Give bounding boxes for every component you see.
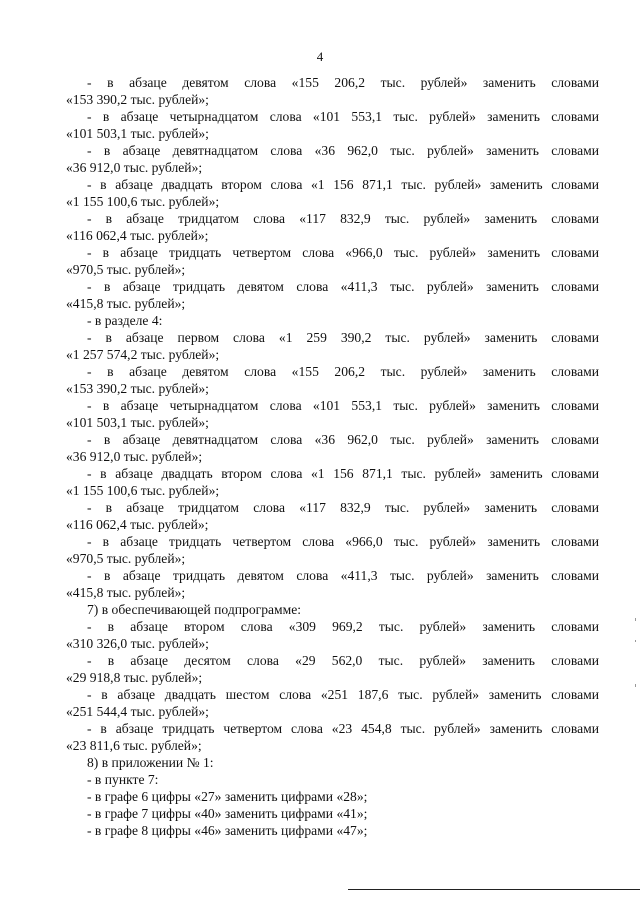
paragraph-line: - в абзаце тридцатом слова «117 832,9 тыс. рублей» заменить словами: [87, 211, 599, 226]
scan-edge-mark: [635, 684, 636, 687]
paragraph-continuation: «415,8 тыс. рублей»;: [66, 585, 186, 600]
paragraph-line: - в абзаце девятнадцатом слова «36 962,0 тыс. рублей» заменить словами: [87, 432, 599, 447]
paragraph-continuation: «251 544,4 тыс. рублей»;: [66, 704, 209, 719]
paragraph-line: 8) в приложении № 1:: [87, 755, 214, 770]
paragraph-line: - в абзаце десятом слова «29 562,0 тыс. рублей» заменить словами: [87, 653, 599, 668]
paragraph-line: - в разделе 4:: [87, 313, 163, 328]
paragraph-continuation: «1 155 100,6 тыс. рублей»;: [66, 483, 220, 498]
paragraph-line: - в абзаце тридцать четвертом слова «966,0 тыс. рублей» заменить словами: [87, 245, 599, 260]
paragraph-line: - в графе 7 цифры «40» заменить цифрами «41»;: [87, 806, 368, 821]
paragraph-continuation: «1 257 574,2 тыс. рублей»;: [66, 347, 220, 362]
paragraph-continuation: «970,5 тыс. рублей»;: [66, 262, 186, 277]
paragraph-continuation: «153 390,2 тыс. рублей»;: [66, 92, 209, 107]
paragraph-continuation: «1 155 100,6 тыс. рублей»;: [66, 194, 220, 209]
paragraph-continuation: «29 918,8 тыс. рублей»;: [66, 670, 203, 685]
paragraph-continuation: «101 503,1 тыс. рублей»;: [66, 415, 209, 430]
document-body: [66, 74, 599, 839]
paragraph-line: - в абзаце девятнадцатом слова «36 962,0 тыс. рублей» заменить словами: [87, 143, 599, 158]
paragraph-line: - в абзаце тридцатом слова «117 832,9 тыс. рублей» заменить словами: [87, 500, 599, 515]
paragraph-line: - в абзаце тридцать четвертом слова «966,0 тыс. рублей» заменить словами: [87, 534, 599, 549]
paragraph-line: - в графе 6 цифры «27» заменить цифрами «28»;: [87, 789, 368, 804]
paragraph-line: - в абзаце первом слова «1 259 390,2 тыс. рублей» заменить словами: [87, 330, 599, 345]
paragraph-line: - в абзаце втором слова «309 969,2 тыс. рублей» заменить словами: [87, 619, 599, 634]
paragraph-line: - в абзаце тридцать четвертом слова «23 454,8 тыс. рублей» заменить словами: [87, 721, 599, 736]
paragraph-line: - в абзаце тридцать девятом слова «411,3 тыс. рублей» заменить словами: [87, 568, 599, 583]
paragraph-line: - в абзаце двадцать втором слова «1 156 871,1 тыс. рублей» заменить словами: [87, 466, 599, 481]
paragraph-line: - в абзаце двадцать втором слова «1 156 871,1 тыс. рублей» заменить словами: [87, 177, 599, 192]
paragraph-continuation: «116 062,4 тыс. рублей»;: [66, 228, 209, 243]
paragraph-line: - в абзаце девятом слова «155 206,2 тыс. рублей» заменить словами: [87, 364, 599, 379]
paragraph-line: - в пункте 7:: [87, 772, 159, 787]
paragraph-line: - в абзаце четырнадцатом слова «101 553,1 тыс. рублей» заменить словами: [87, 398, 599, 413]
paragraph-line: - в абзаце двадцать шестом слова «251 187,6 тыс. рублей» заменить словами: [87, 687, 599, 702]
paragraph-line: - в абзаце четырнадцатом слова «101 553,1 тыс. рублей» заменить словами: [87, 109, 599, 124]
paragraph-continuation: «415,8 тыс. рублей»;: [66, 296, 186, 311]
paragraph-continuation: «153 390,2 тыс. рублей»;: [66, 381, 209, 396]
paragraph-line: - в абзаце тридцать девятом слова «411,3 тыс. рублей» заменить словами: [87, 279, 599, 294]
paragraph-continuation: «970,5 тыс. рублей»;: [66, 551, 186, 566]
page-bottom-rule: [348, 889, 640, 890]
scan-edge-mark: [635, 618, 636, 621]
paragraph-continuation: «116 062,4 тыс. рублей»;: [66, 517, 209, 532]
paragraph-line: 7) в обеспечивающей подпрограмме:: [87, 602, 302, 617]
paragraph-line: - в графе 8 цифры «46» заменить цифрами «47»;: [87, 823, 368, 838]
paragraph-continuation: «23 811,6 тыс. рублей»;: [66, 738, 202, 753]
paragraph-line: - в абзаце девятом слова «155 206,2 тыс. рублей» заменить словами: [87, 75, 599, 90]
paragraph-continuation: «310 326,0 тыс. рублей»;: [66, 636, 209, 651]
paragraph-continuation: «36 912,0 тыс. рублей»;: [66, 449, 203, 464]
paragraph-continuation: «36 912,0 тыс. рублей»;: [66, 160, 203, 175]
scan-edge-mark: [635, 640, 636, 642]
paragraph-continuation: «101 503,1 тыс. рублей»;: [66, 126, 209, 141]
page-number: 4: [316, 49, 324, 64]
